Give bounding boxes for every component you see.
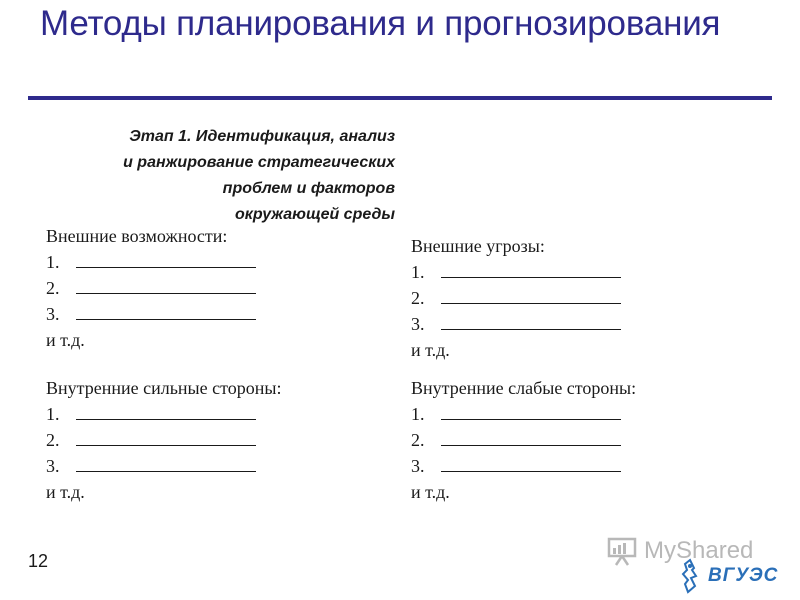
item-number: 1. xyxy=(411,404,425,424)
item-number: 2. xyxy=(411,430,425,450)
fill-in-blank xyxy=(441,259,621,278)
title-underline xyxy=(28,96,772,100)
list-item xyxy=(46,275,256,301)
stage-caption-line: и ранжирование стратегических xyxy=(123,154,395,171)
fill-in-blank xyxy=(441,453,621,472)
slide-title: Методы планирования и прогнозирования xyxy=(40,4,721,43)
fill-in-blank xyxy=(76,453,256,472)
presentation-board-icon xyxy=(606,536,638,566)
internal-strengths-block xyxy=(46,375,281,505)
block-heading: Внутренние слабые стороны: xyxy=(411,378,637,398)
watermark-text: MyShared xyxy=(644,537,754,564)
item-number: 3. xyxy=(411,456,425,476)
list-item xyxy=(46,453,281,479)
university-logo xyxy=(676,558,778,594)
list-item xyxy=(46,301,256,327)
list-item xyxy=(411,311,621,337)
list-item xyxy=(411,259,621,285)
stage-caption-line: окружающей среды xyxy=(234,206,395,223)
fill-in-blank xyxy=(76,275,256,294)
fill-in-blank xyxy=(76,427,256,446)
fill-in-blank xyxy=(441,427,621,446)
block-heading: Внутренние сильные стороны: xyxy=(46,378,282,398)
item-number: 3. xyxy=(46,304,60,324)
item-number: 2. xyxy=(46,278,60,298)
fill-in-blank xyxy=(76,249,256,268)
etc-text: и т.д. xyxy=(46,482,85,502)
internal-weaknesses-block xyxy=(411,375,636,505)
fill-in-blank xyxy=(441,401,621,420)
list-item xyxy=(411,427,636,453)
list-item xyxy=(46,401,281,427)
external-opportunities-block xyxy=(46,223,256,353)
block-heading: Внешние возможности: xyxy=(46,226,228,246)
fill-in-blank xyxy=(441,311,621,330)
list-item xyxy=(46,427,281,453)
etc-text: и т.д. xyxy=(46,330,85,350)
list-item xyxy=(411,285,621,311)
fill-in-blank xyxy=(76,401,256,420)
fill-in-blank xyxy=(441,285,621,304)
list-item xyxy=(411,401,636,427)
list-item xyxy=(411,453,636,479)
etc-text: и т.д. xyxy=(411,340,450,360)
university-emblem-icon xyxy=(676,558,704,594)
item-number: 2. xyxy=(46,430,60,450)
stage-caption-line: проблем и факторов xyxy=(222,180,395,197)
item-number: 1. xyxy=(46,404,60,424)
list-item xyxy=(46,249,256,275)
item-number: 1. xyxy=(46,252,60,272)
block-heading: Внешние угрозы: xyxy=(411,236,545,256)
external-threats-block xyxy=(411,233,621,363)
stage-caption xyxy=(40,124,395,228)
stage-caption-line: Этап 1. Идентификация, анализ xyxy=(129,128,395,145)
page-number: 12 xyxy=(28,551,49,571)
item-number: 3. xyxy=(46,456,60,476)
etc-text: и т.д. xyxy=(411,482,450,502)
logo-text: ВГУЭС xyxy=(708,565,779,586)
fill-in-blank xyxy=(76,301,256,320)
item-number: 3. xyxy=(411,314,425,334)
item-number: 2. xyxy=(411,288,425,308)
item-number: 1. xyxy=(411,262,425,282)
